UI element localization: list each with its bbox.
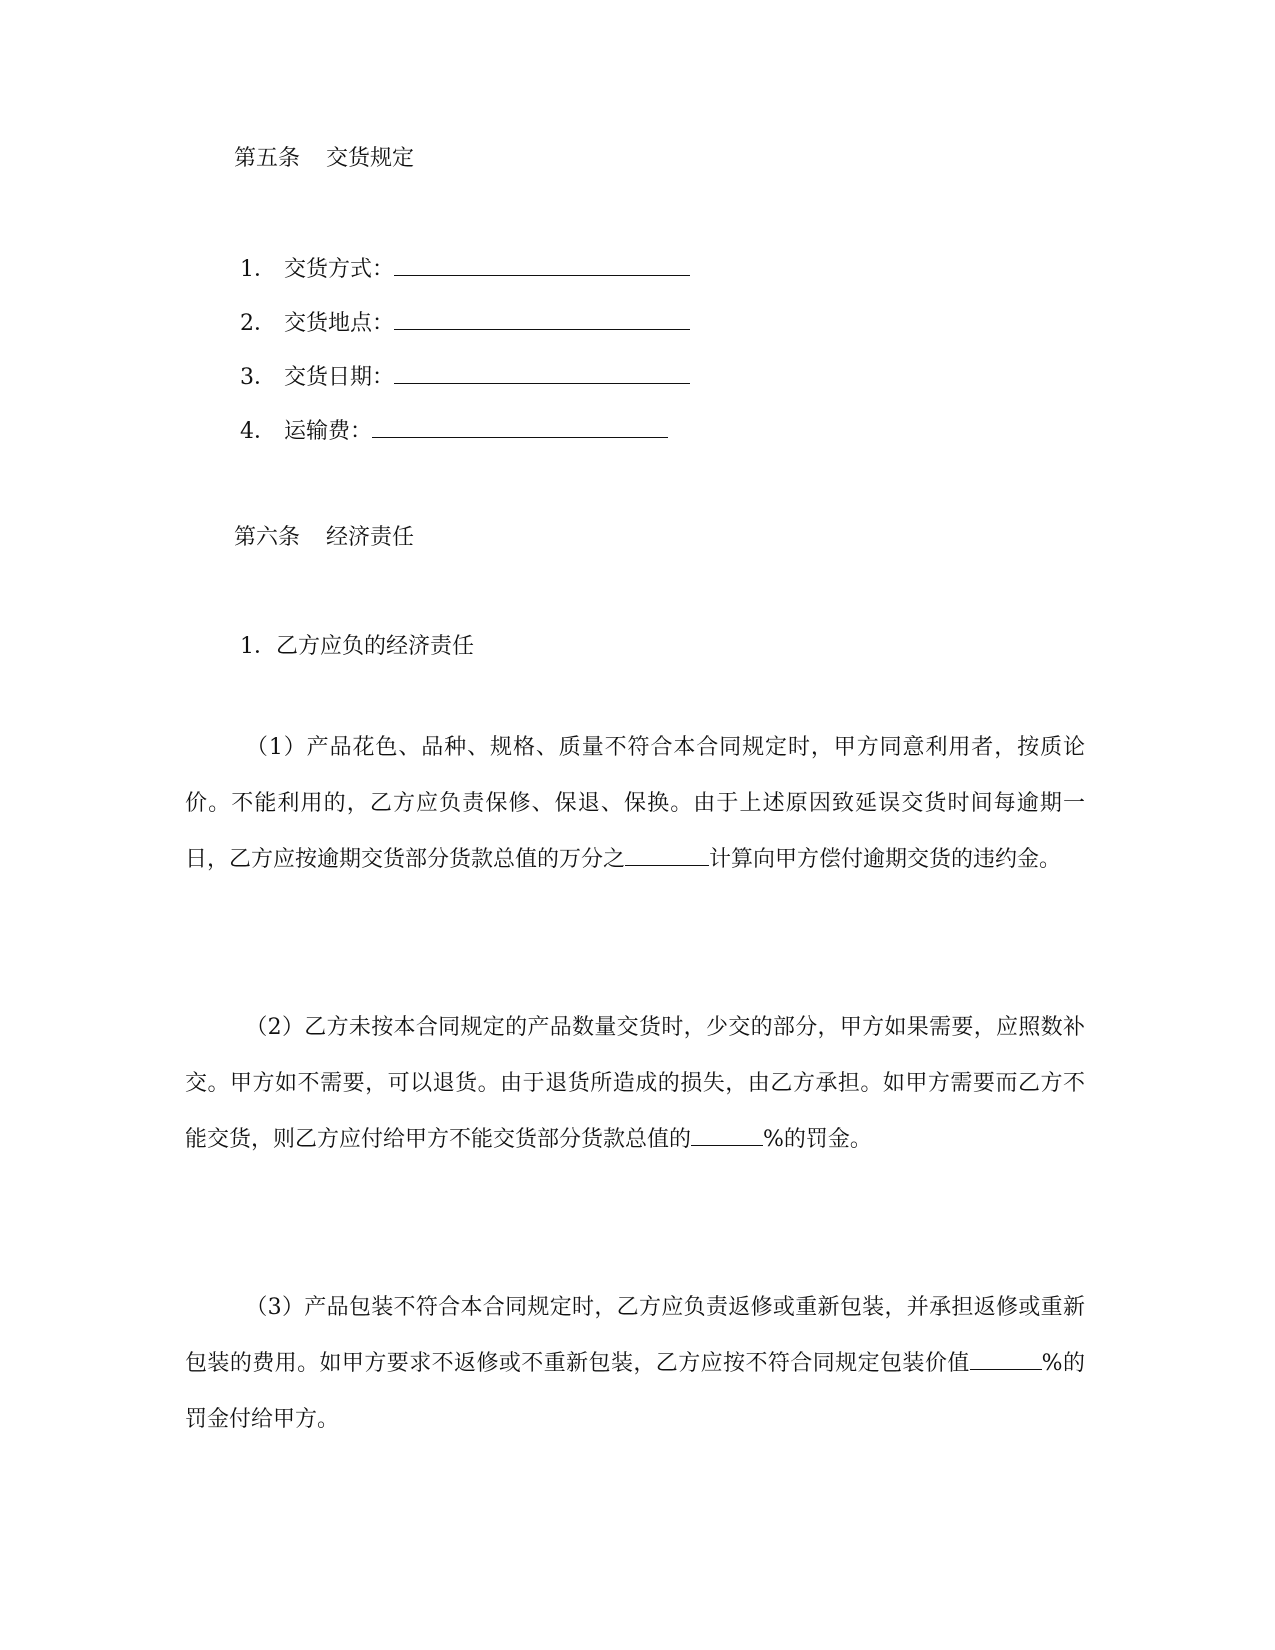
delivery-place-label: 交货地点： bbox=[284, 311, 395, 336]
clause-1-paragraph bbox=[185, 720, 1085, 888]
delivery-date-line bbox=[240, 361, 690, 393]
delivery-method-blank[interactable] bbox=[394, 253, 690, 276]
article-5-title: 交货规定 bbox=[326, 146, 415, 171]
clause-3-percent-blank[interactable] bbox=[970, 1347, 1042, 1370]
article-6-heading bbox=[234, 523, 414, 553]
clause-2-text: 乙方未按本合同规定的产品数量交货时，少交的部分，甲方如果需要，应照数补交。甲方如不需要，可以退货。由于退货所造成的损失，由乙方承担。如甲方需要而乙方不能交货，则乙方应付给甲方不能交货部分货款总值的 bbox=[185, 1015, 1085, 1152]
article-5-heading bbox=[234, 144, 414, 174]
clause-2-text-end: %的罚金。 bbox=[763, 1127, 872, 1152]
clause-1-text: 产品花色、品种、规格、质量不符合本合同规定时，甲方同意利用者，按质论价。不能利用的，乙方应负责保修、保退、保换。由于上述原因致延误交货时间每逾期一日，乙方应按逾期交货部分货款总值的万分之 bbox=[185, 735, 1085, 872]
clause-1-text-end: 计算向甲方偿付逾期交货的违约金。 bbox=[709, 847, 1062, 872]
shipping-cost-blank[interactable] bbox=[372, 415, 668, 438]
article-6-number: 第六条 bbox=[234, 525, 301, 550]
delivery-date-blank[interactable] bbox=[394, 361, 690, 384]
delivery-method-label: 交货方式： bbox=[284, 257, 395, 282]
delivery-place-blank[interactable] bbox=[394, 307, 690, 330]
clause-2-percent-blank[interactable] bbox=[691, 1123, 763, 1146]
shipping-cost-line bbox=[240, 415, 668, 447]
clause-1-rate-blank[interactable] bbox=[625, 843, 709, 866]
clause-3-paragraph bbox=[185, 1280, 1085, 1448]
item-number: 3． bbox=[240, 365, 276, 390]
clause-3-text: 产品包装不符合本合同规定时，乙方应负责返修或重新包装，并承担返修或重新包装的费用。如甲方要求不返修或不重新包装，乙方应按不符合同规定包装价值 bbox=[185, 1295, 1085, 1376]
item-number: 4． bbox=[240, 419, 276, 444]
item-number: 1． bbox=[240, 257, 276, 282]
clause-2-paragraph bbox=[185, 1000, 1085, 1168]
clause-2-prefix: （2） bbox=[245, 1015, 305, 1040]
article-5-number: 第五条 bbox=[234, 146, 301, 171]
delivery-date-label: 交货日期： bbox=[284, 365, 395, 390]
clause-3-prefix: （3） bbox=[245, 1295, 305, 1320]
clause-1-prefix: （1） bbox=[245, 735, 307, 760]
article-6-title: 经济责任 bbox=[326, 525, 415, 550]
delivery-place-line bbox=[240, 307, 690, 339]
clause-3-text-end: %的罚金付给甲方。 bbox=[185, 1351, 1085, 1432]
party-b-liability-heading: 1．乙方应负的经济责任 bbox=[240, 634, 474, 659]
item-number: 2． bbox=[240, 311, 276, 336]
delivery-method-line bbox=[240, 253, 690, 285]
shipping-cost-label: 运输费： bbox=[284, 419, 373, 444]
